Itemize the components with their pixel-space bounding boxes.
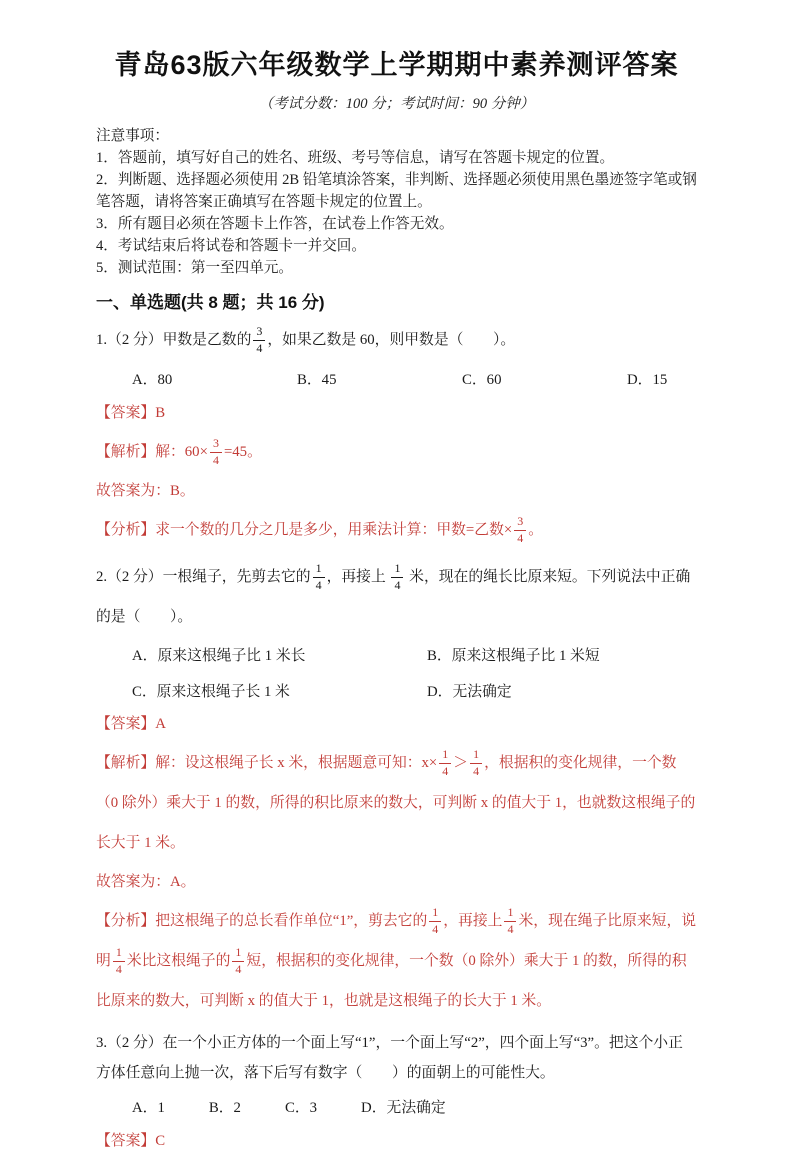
question-3-option-a: A．1 xyxy=(132,1100,165,1117)
notice-item-1: 1．答题前，填写好自己的姓名、班级、考号等信息，请写在答题卡规定的位置。 xyxy=(96,150,615,167)
notice-item-4: 4．考试结束后将试卷和答题卡一并交回。 xyxy=(96,238,366,255)
fraction: $\frac{3}{4}$ xyxy=(514,515,526,546)
question-2-conclusion: 故答案为：A。 xyxy=(96,874,196,891)
question-1-stem: 1.（2 分）甲数是乙数的 $\frac{3}{4}$ ，如果乙数是 60，则甲数是（ ）。 xyxy=(96,324,516,356)
question-2-option-b: B．原来这根绳子比 1 米短 xyxy=(427,648,600,665)
question-2-stem: 2.（2 分）一根绳子，先剪去它的 $\frac{1}{4}$ ，再接上 $\frac{1}{4}$ 米，现在的绳长比原来短。下列说法中正确的是（ ）。 xyxy=(96,561,691,626)
fraction: $\frac{1}{4}$ xyxy=(470,748,482,779)
question-1 xyxy=(96,320,697,550)
question-3-option-c: C．3 xyxy=(284,1100,318,1117)
fraction: $\frac{1}{4}$ xyxy=(439,748,451,779)
question-2-option-c: C．原来这根绳子长 1 米 xyxy=(132,684,290,701)
fraction: $\frac{1}{4}$ xyxy=(232,946,244,977)
page-title: 青岛63版六年级数学上学期期中素养测评答案 xyxy=(114,50,679,80)
question-1-options xyxy=(96,367,697,393)
fraction: $\frac{1}{4}$ xyxy=(429,906,441,937)
question-3-option-b: B．2 xyxy=(208,1100,241,1117)
question-2-answer: 【答案】A xyxy=(96,716,166,733)
question-1-option-d: D．15 xyxy=(627,372,668,389)
question-1-explanation: 【解析】解：60× $\frac{3}{4}$ =45。 xyxy=(96,436,262,468)
notice-section xyxy=(96,125,697,279)
question-2-options xyxy=(96,644,697,704)
fraction: $\frac{1}{4}$ xyxy=(313,562,325,593)
question-2-explanation: 【解析】解：设这根绳子长 x 米，根据题意可知：x× $\frac{1}{4}$ ＞ $\frac{1}{4}$ ，根据积的变化规律，一个数（0 除外）乘大于 1 的数，所得的积比原来的数大，可判断 x 的值大于 1，也就数这根绳子的长大于 1 米。 xyxy=(96,747,696,852)
question-1-analysis: 【分析】求一个数的几分之几是多少，用乘法计算：甲数=乙数× $\frac{3}{4}$ 。 xyxy=(96,514,544,546)
question-2-option-a: A．原来这根绳子比 1 米长 xyxy=(132,648,306,665)
question-1-option-c: C．60 xyxy=(462,372,502,389)
question-3-stem: 3.（2 分）在一个小正方体的一个面上写“1”，一个面上写“2”，四个面上写“3”。把这个小正方体任意向上抛一次，落下后写有数字（ ）的面朝上的可能性大。 xyxy=(96,1035,683,1082)
question-2-option-d: D．无法确定 xyxy=(427,684,512,701)
notice-heading: 注意事项： xyxy=(96,128,169,145)
section-heading: 一、单选题(共 8 题；共 16 分) xyxy=(96,293,325,313)
fraction: $\frac{3}{4}$ xyxy=(210,437,222,468)
fraction: $\frac{1}{4}$ xyxy=(391,562,403,593)
question-3 xyxy=(96,1028,697,1153)
question-1-conclusion: 故答案为：B。 xyxy=(96,483,195,500)
question-2 xyxy=(96,557,697,1021)
question-1-option-b: B．45 xyxy=(297,372,337,389)
question-1-answer: 【答案】B xyxy=(96,405,166,422)
notice-item-2: 2．判断题、选择题必须使用 2B 铅笔填涂答案，非判断、选择题必须使用黑色墨迹签字笔或钢笔答题，请将答案正确填写在答题卡规定的位置上。 xyxy=(96,172,697,211)
question-3-option-d: D．无法确定 xyxy=(361,1100,446,1117)
fraction: $\frac{1}{4}$ xyxy=(113,946,125,977)
fraction: $\frac{3}{4}$ xyxy=(253,325,265,356)
question-3-options xyxy=(96,1095,697,1121)
question-2-analysis: 【分析】把这根绳子的总长看作单位“1”，剪去它的 $\frac{1}{4}$ ，再接上 $\frac{1}{4}$ 米，现在绳子比原来短，说明 $\frac{1}{4}$ 米比这根绳子的 $\frac{1}{4}$ 短，根据积的变化规律，一个数（0 除外）乘大于 1 的数，所得的积比原来的数大，可判断 x 的值大于 1，也就是这根绳子的长大于 1 米。 xyxy=(96,905,697,1010)
question-3-answer: 【答案】C xyxy=(96,1133,166,1150)
question-1-option-a: A．80 xyxy=(132,372,173,389)
fraction: $\frac{1}{4}$ xyxy=(504,906,516,937)
notice-item-3: 3．所有题目必须在答题卡上作答，在试卷上作答无效。 xyxy=(96,216,454,233)
exam-info-subtitle: （考试分数：100 分；考试时间：90 分钟） xyxy=(258,96,535,113)
notice-item-5: 5．测试范围：第一至四单元。 xyxy=(96,260,294,277)
